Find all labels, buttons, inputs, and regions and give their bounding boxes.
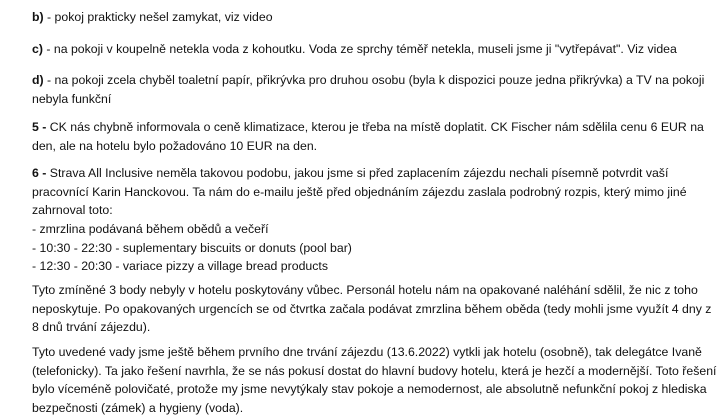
item-6-line-1: 6 - Strava All Inclusive neměla takovou podobu, jakou jsme si před zaplacením zájezdu nechali písemně potvrdit vaší (32, 164, 706, 183)
item-6-line-2: pracovnící Karin Hanckovou. Ta nám do e-mailu ještě před objednáním zájezdu zaslala podrobný rozpis, který mimo jiné (32, 183, 706, 202)
list-item: - 12:30 - 20:30 - variace pizzy a village bread products (32, 257, 706, 276)
item-c (32, 40, 706, 59)
item-d (32, 71, 706, 108)
paragraph-1-line: Tyto zmíněné 3 body nebyly v hotelu poskytovány vůbec. Personál hotelu nám na opakované naléhání sdělil, že nic z toho (32, 281, 706, 300)
item-6 (32, 164, 706, 220)
item-b (32, 8, 706, 27)
paragraph-2-line: bezpečnosti (zámek) a hygieny (voda). (32, 399, 706, 417)
item-d-line-1: d) - na pokoji zcela chyběl toaletní papír, přikrývka pro druhou osobu (byla k dispozici pouze jedna přikrývka) a TV na pokoji (32, 71, 706, 90)
item-6-line-3: zahrnoval toto: (32, 201, 706, 220)
item-6-label: 6 - (32, 166, 46, 180)
paragraph-1-line: 8 dnů trvání zájezdu). (32, 318, 706, 337)
item-5 (32, 118, 706, 155)
list-item: - zmrzlina podávaná během obědů a večeří (32, 220, 706, 239)
paragraph-2-line: (telefonicky). Ta jako řešení navrhla, že se nás pokusí dostat do hlavní budovy hotelu, která je hezčí a modernější. Toto řešení (32, 362, 706, 381)
item-b-label: b) (32, 10, 44, 24)
menu-list (32, 220, 706, 276)
item-d-line-2: nebyla funkční (32, 90, 706, 109)
paragraph-2-line: Tyto uvedené vady jsme ještě během prvního dne trvání zájezdu (13.6.2022) vytkli jak hotelu (osobně), tak delegátce Ivaně (32, 343, 706, 362)
paragraph-1 (32, 281, 706, 337)
paragraph-2 (32, 343, 706, 417)
item-5-label: 5 - (32, 120, 46, 134)
item-c-label: c) (32, 42, 43, 56)
item-d-label: d) (32, 73, 44, 87)
paragraph-1-line: neposkytuje. Po opakovaných urgencích se od čtvrtka začala podávat zmrzlina během oběda (tedy mohli jsme využít 4 dny z (32, 300, 706, 319)
item-c-line-1: c) - na pokoji v koupelně netekla voda z kohoutku. Voda ze sprchy téměř netekla, museli jsme ji "vytřepávat". Viz videa (32, 40, 706, 59)
paragraph-2-line: bylo víceméně polovičaté, protože my jsme nevytýkaly stav pokoje a nemodernost, ale absolutně nefunkční pokoj z hlediska (32, 380, 706, 399)
item-5-line-2: den, ale na hotelu bylo požadováno 10 EUR na den. (32, 137, 706, 156)
list-item: - 10:30 - 22:30 - suplementary biscuits or donuts (pool bar) (32, 239, 706, 258)
item-5-line-1: 5 - CK nás chybně informovala o ceně klimatizace, kterou je třeba na místě doplatit. CK Fischer nám sdělila cenu 6 EUR na (32, 118, 706, 137)
item-b-line-1: b) - pokoj prakticky nešel zamykat, viz video (32, 8, 706, 27)
